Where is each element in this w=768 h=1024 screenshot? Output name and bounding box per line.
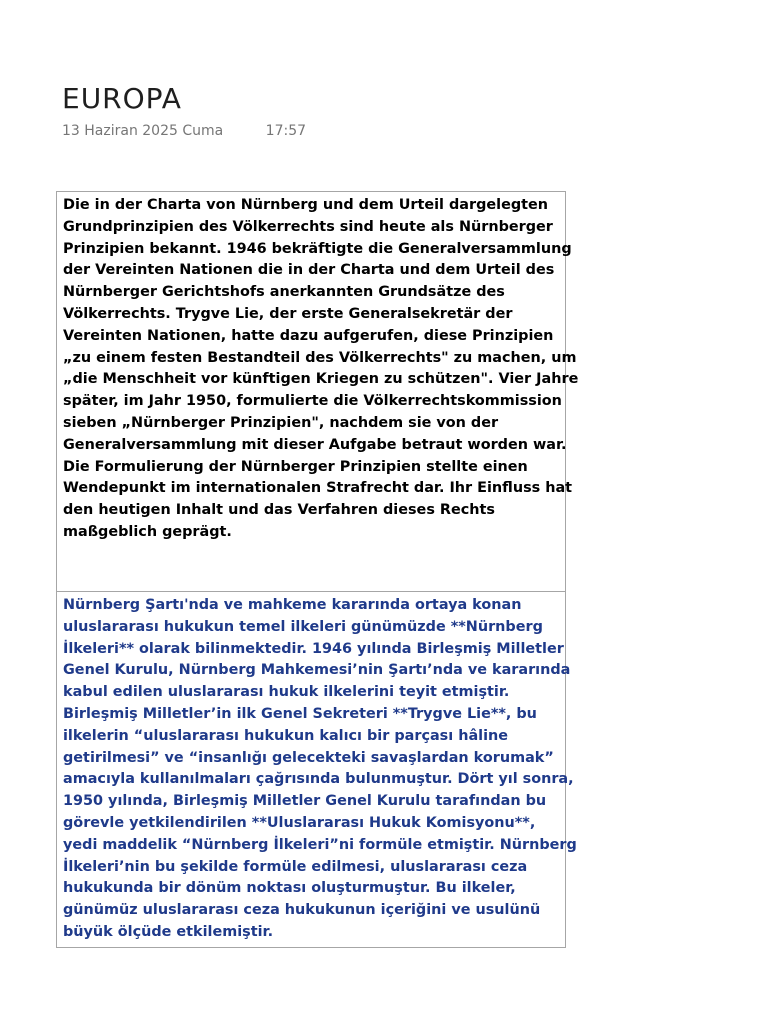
german-text-line: Prinzipien bekannt. 1946 bekräftigte die Generalversammlung [63,240,572,257]
page-time: 17:57 [265,123,307,139]
german-text-line: sieben „Nürnberger Prinzipien", nachdem sie von der [63,414,499,431]
turkish-text-line: günümüz uluslararası ceza hukukunun içeriğini ve usulünü [63,902,541,919]
german-text-line: maßgeblich geprägt. [63,523,232,540]
turkish-text-line: 1950 yılında, Birleşmiş Milletler Genel Kurulu tarafından bu [63,793,547,810]
german-text-line: der Vereinten Nationen die in der Charta und dem Urteil des [63,262,555,279]
german-text-line: später, im Jahr 1950, formulierte die Völkerrechtskommission [63,393,562,410]
turkish-text-line: İlkeleri’nin bu şekilde formüle edilmesi, uluslararası ceza [63,858,528,875]
german-text-line: den heutigen Inhalt und das Verfahren dieses Rechts [63,502,495,519]
turkish-text-line: Birleşmiş Milletler’in ilk Genel Sekreteri **Trygve Lie**, bu [63,705,537,722]
turkish-text-line: Nürnberg Şartı'nda ve mahkeme kararında ortaya konan [63,597,522,613]
turkish-text-line: kabul edilen uluslararası hukuk ilkelerini teyit etmiştir. [63,684,510,701]
turkish-text-line: uluslararası hukukun temel ilkeleri günümüzde **Nürnberg [63,618,543,635]
german-text-line: Wendepunkt im internationalen Strafrecht dar. Ihr Einfluss hat [63,480,573,497]
page-title: EUROPA [62,82,182,115]
turkish-text-line: amacıyla kullanılmaları çağrısında bulunmuştur. Dört yıl sonra, [63,771,574,788]
german-text-line: Nürnberger Gerichtshofs anerkannten Grundsätze des [63,284,505,301]
translation-table [56,191,579,948]
page-date: 13 Haziran 2025 Cuma [62,123,224,139]
german-text-line: Völkerrechts. Trygve Lie, der erste Generalsekretär der [63,305,513,322]
german-text-line: Vereinten Nationen, hatte dazu aufgerufen, diese Prinzipien [63,327,554,344]
german-text-line: Die Formulierung der Nürnberger Prinzipien stellte einen [63,458,528,475]
turkish-text-line: yedi maddelik “Nürnberg İlkeleri”ni formüle etmiştir. Nürnberg [63,836,577,853]
german-text-line: „zu einem festen Bestandteil des Völkerrechts" zu machen, um [63,349,577,366]
turkish-text-cell[interactable] [57,592,577,947]
german-text-cell[interactable] [57,192,579,592]
german-text-line: Die in der Charta von Nürnberg und dem Urteil dargelegten [63,197,549,213]
page-timestamp [62,123,306,139]
turkish-text-line: Genel Kurulu, Nürnberg Mahkemesi’nin Şartı’nda ve kararında [63,662,571,679]
turkish-text-line: İlkeleri** olarak bilinmektedir. 1946 yılında Birleşmiş Milletler [63,640,564,657]
turkish-text-line: ilkelerin “uluslararası hukukun kalıcı bir parçası hâline [63,727,509,744]
turkish-text-line: büyük ölçüde etkilemiştir. [63,923,274,940]
turkish-text-line: görevle yetkilendirilen **Uluslararası Hukuk Komisyonu**, [63,814,536,831]
turkish-text-line: hukukunda bir dönüm noktası oluşturmuştur. Bu ilkeler, [63,880,516,897]
german-text-line: „die Menschheit vor künftigen Kriegen zu schützen". Vier Jahre [63,371,579,388]
german-text-line: Grundprinzipien des Völkerrechts sind heute als Nürnberger [63,218,553,235]
german-text-line: Generalversammlung mit dieser Aufgabe betraut worden war. [63,436,567,453]
turkish-text-line: getirilmesi” ve “insanlığı gelecekteki savaşlardan korumak” [63,749,554,766]
